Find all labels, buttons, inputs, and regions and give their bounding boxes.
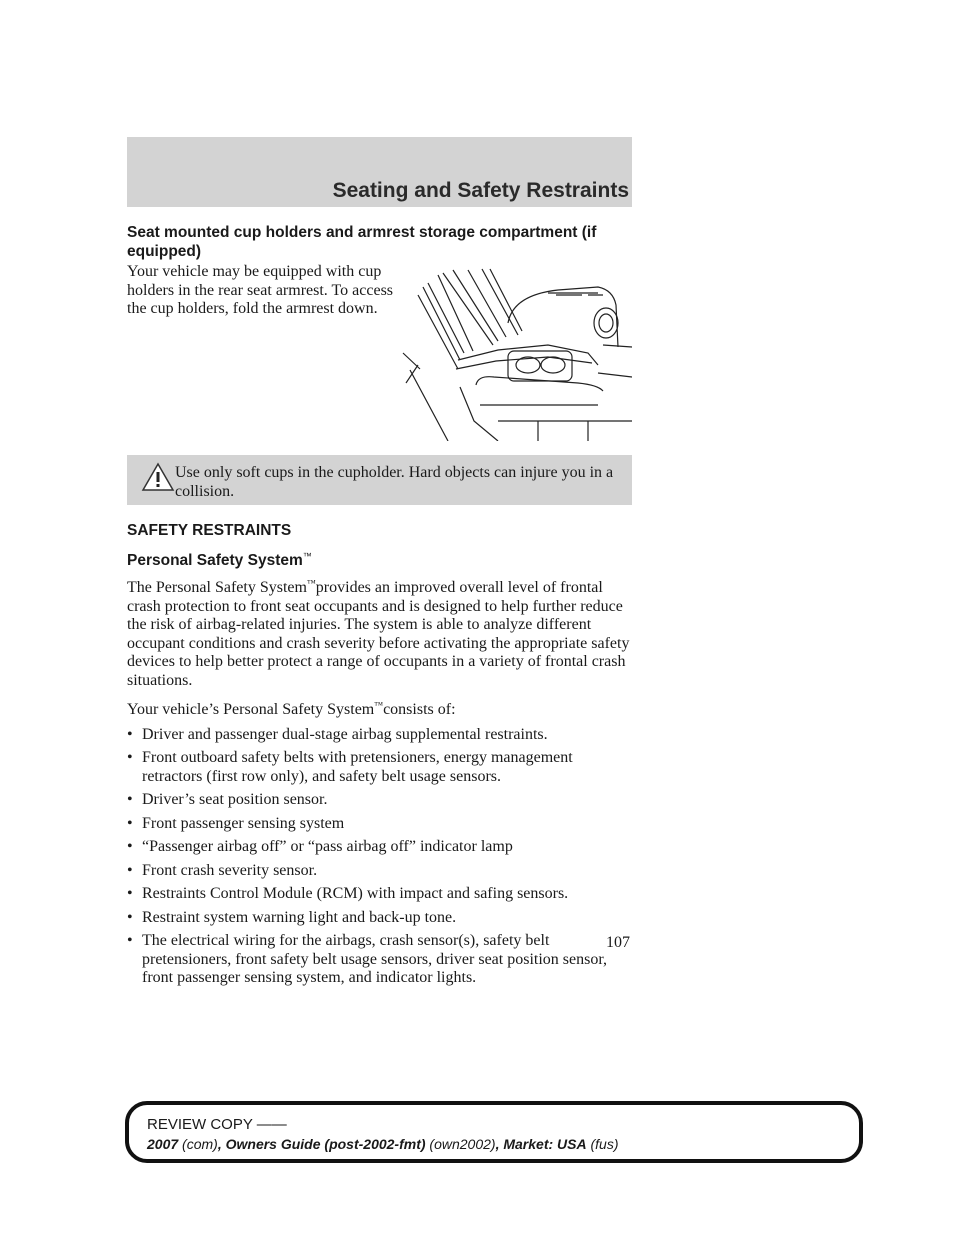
caution-box bbox=[127, 455, 632, 505]
review-copy-footer bbox=[125, 1101, 863, 1163]
rear-armrest-cupholder-illustration bbox=[398, 265, 632, 441]
list-item: • Driver and passenger dual-stage airbag supplemental restraints. bbox=[127, 725, 548, 743]
personal-safety-system-heading: Personal Safety System™ bbox=[127, 551, 312, 569]
list-item: • Front outboard safety belts with pretensioners, energy management retractors (first row only), and safety belt usage sensors. bbox=[127, 749, 573, 785]
safety-restraints-body bbox=[127, 574, 637, 993]
section-title: Seating and Safety Restraints bbox=[332, 179, 629, 202]
page-number: 107 bbox=[606, 934, 630, 951]
cupholder-heading: Seat mounted cup holders and armrest storage compartment (if equipped) bbox=[127, 224, 597, 260]
list-item: • Front passenger sensing system bbox=[127, 814, 345, 832]
safety-restraints-heading: SAFETY RESTRAINTS bbox=[127, 522, 292, 539]
list-item: • The electrical wiring for the airbags, crash sensor(s), safety belt pretensioners, front safety belt usage sensors, driver seat position sensor, front passenger sensing system, and indicator lights. bbox=[127, 932, 608, 986]
list-item: • “Passenger airbag off” or “pass airbag off” indicator lamp bbox=[127, 838, 513, 855]
list-item: • Restraint system warning light and back-up tone. bbox=[127, 908, 457, 926]
list-item: • Driver’s seat position sensor. bbox=[127, 791, 328, 808]
pss-components-list bbox=[127, 726, 637, 988]
caution-text: Use only soft cups in the cupholder. Hard objects can injure you in a collision. bbox=[175, 464, 614, 500]
trademark-mark: ™ bbox=[302, 551, 312, 561]
review-copy-label: REVIEW COPY —— bbox=[147, 1116, 287, 1133]
cupholder-paragraph: Your vehicle may be equipped with cup holders in the rear seat armrest. To access the cup holders, fold the armrest down. bbox=[127, 263, 394, 317]
list-item: • Front crash severity sensor. bbox=[127, 861, 318, 879]
warning-triangle-icon bbox=[141, 462, 175, 492]
document-info-line: 2007 (com), Owners Guide (post-2002-fmt) (own2002), Market: USA (fus) bbox=[147, 1136, 619, 1152]
list-item: • Restraints Control Module (RCM) with impact and safing sensors. bbox=[127, 885, 569, 902]
section-header-band bbox=[127, 137, 632, 207]
pss-intro-paragraph: The Personal Safety System™provides an improved overall level of frontal crash protection to front seat occupants and is designed to help further reduce the risk of airbag-related injuries. The system is able to analyze different occupant conditions and crash severity before activating the appropriate safety devices to help better protect a range of occupants in a variety of frontal crash situations. bbox=[127, 578, 630, 689]
pss-consists-line: Your vehicle’s Personal Safety System™consists of: bbox=[127, 700, 456, 718]
